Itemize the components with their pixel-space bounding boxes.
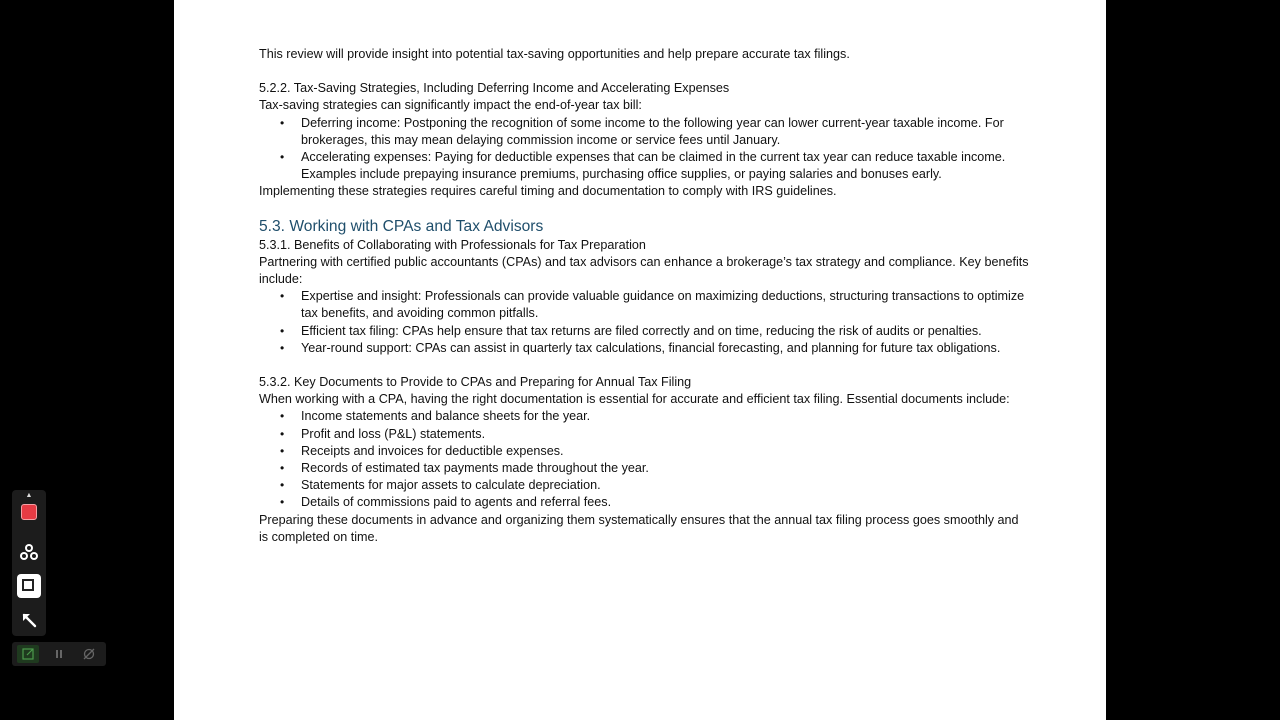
document-page	[174, 0, 1106, 720]
rectangle-tool-icon	[22, 579, 34, 591]
step-counter-button[interactable]	[19, 542, 39, 562]
step-counter-icon	[19, 542, 39, 562]
record-button[interactable]	[19, 502, 39, 522]
arrow-tool-button[interactable]	[19, 610, 39, 630]
list-item: • Deferring income: Postponing the recognition of some income to the following year can lower current-year taxable income. For brokerages, this may mean delaying commission income or service fees until January.	[301, 115, 1029, 149]
section-5-3-2-closing: Preparing these documents in advance and organizing them systematically ensures that the annual tax filing process goes smoothly and is completed on time.	[259, 512, 1019, 544]
list-item: • Year-round support: CPAs can assist in quarterly tax calculations, financial forecasting, and planning for future tax obligations.	[301, 340, 1029, 357]
list-item: • Statements for major assets to calculate depreciation.	[301, 477, 1029, 494]
edit-icon	[17, 645, 39, 663]
list-item: • Accelerating expenses: Paying for deductible expenses that can be claimed in the current tax year can reduce taxable income. Examples include prepaying insurance premiums, purchasing office supplies, or paying salaries and bonuses early.	[301, 149, 1029, 183]
pause-icon	[48, 645, 70, 663]
record-icon	[21, 504, 37, 520]
camera-off-icon	[78, 645, 100, 663]
intro-paragraph: This review will provide insight into potential tax-saving opportunities and help prepare accurate tax filings.	[259, 47, 850, 61]
recording-controls	[12, 642, 106, 666]
annotation-toolbar	[12, 490, 46, 636]
list-item: • Expertise and insight: Professionals can provide valuable guidance on maximizing deductions, structuring transactions to optimize tax benefits, and avoiding common pitfalls.	[301, 288, 1029, 322]
list-item: • Details of commissions paid to agents and referral fees.	[301, 494, 1029, 511]
section-5-3-1-lead: Partnering with certified public accountants (CPAs) and tax advisors can enhance a brokerage’s tax strategy and compliance. Key benefits include:	[259, 254, 1029, 287]
section-5-3-2-heading: 5.3.2. Key Documents to Provide to CPAs and Preparing for Annual Tax Filing	[259, 375, 692, 390]
camera-off-button[interactable]	[78, 645, 100, 663]
list-item: • Income statements and balance sheets for the year.	[301, 408, 1029, 425]
section-5-2-2-list	[259, 115, 1029, 184]
chevron-up-icon[interactable]: ▲	[25, 492, 33, 499]
list-item: • Profit and loss (P&L) statements.	[301, 426, 1029, 443]
section-5-3-2-list	[259, 408, 1029, 511]
section-5-2-2-closing: Implementing these strategies requires careful timing and documentation to comply with IRS guidelines.	[259, 184, 837, 199]
list-item: • Records of estimated tax payments made throughout the year.	[301, 460, 1029, 477]
section-5-2-2-lead: Tax-saving strategies can significantly impact the end-of-year tax bill:	[259, 98, 642, 113]
document-body	[259, 46, 1029, 546]
section-5-3-1-heading: 5.3.1. Benefits of Collaborating with Professionals for Tax Preparation	[259, 237, 646, 252]
rectangle-tool-button[interactable]	[17, 574, 41, 598]
list-item: • Efficient tax filing: CPAs help ensure that tax returns are filed correctly and on time, reducing the risk of audits or penalties.	[301, 323, 1029, 340]
section-5-2-2-heading: 5.2.2. Tax-Saving Strategies, Including Deferring Income and Accelerating Expenses	[259, 81, 730, 96]
list-item: • Receipts and invoices for deductible expenses.	[301, 443, 1029, 460]
pause-button[interactable]	[48, 645, 70, 663]
section-5-3-2-lead: When working with a CPA, having the right documentation is essential for accurate and efficient tax filing. Essential documents include:	[259, 392, 1010, 407]
section-5-3-heading: 5.3. Working with CPAs and Tax Advisors	[259, 217, 544, 235]
edit-button[interactable]	[17, 645, 39, 663]
arrow-tool-icon	[19, 610, 39, 630]
section-5-3-1-list	[259, 288, 1029, 357]
